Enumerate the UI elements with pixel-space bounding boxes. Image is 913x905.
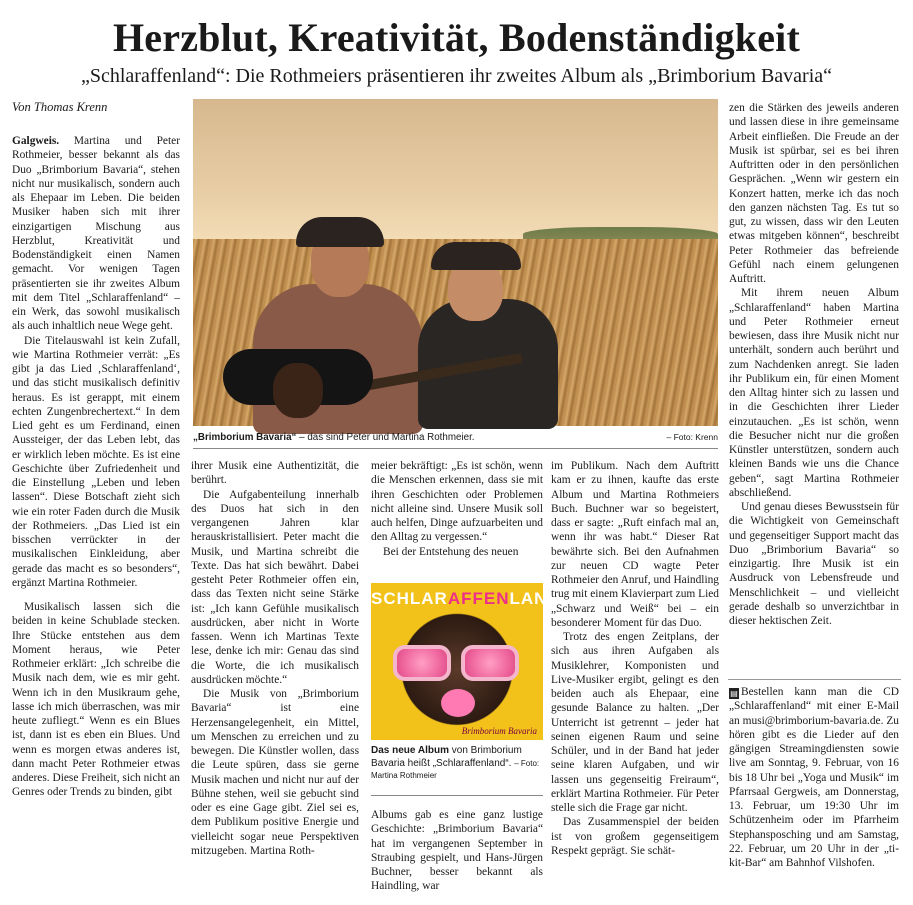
paragraph: im Publikum. Nach dem Auftritt kam er zu ihnen, kaufte das erste Album und Martina Rothmeiers Buch. Buchner war so begeistert, dass er sagte: „Ruft einfach mal an, wenn ihr was habt.“ Dieser Rat bewährte sich. Bei den Aufnahmen zur neuen CD wagte Peter Rothmeier den Anruf, und Haindling trug mit einem Klavierpart zum Lied „Schwarz und Weiß“ bei – ein besonderer Moment für das Duo. <box>551 460 719 629</box>
album-credit: – Foto: Martina Rothmeier <box>371 758 540 780</box>
paragraph: zen die Stärken des jeweils anderen und lassen diese in ihre gemeinsame Arbeit einfließen. Die Freude an der Musik ist spürbar, sei es bei ihren Auftritten oder in den persönlichen Gesprächen. „Wenn wir gestern ein Konzert hatten, merke ich das noch den ganzen nächsten Tag. Es tut so gut, zu wissen, dass wir den Leuten etwas mitgeben können“, beschreibt Peter Rothmeier das befreiende Gefühl nach einem gelungenen Auftritt. <box>729 102 899 285</box>
album-signature: Brimborium Bavaria <box>461 726 537 736</box>
album-caption: Das neue Album von Brimborium Bavaria heißt „Schlaraffenland“. – Foto: Martina Rothmeier <box>371 745 540 780</box>
paragraph: Trotz des engen Zeitplans, der sich aus ihren Aufgaben als Musiklehrer, Komponisten und Live-Musiker ergibt, gelingt es den beiden auch als Ehepaar, eine gesunde Balance zu halten. „Der Unterricht ist getrennt – jeder hat seinen eigenen Raum und seine Schüler, und in der Band hat jeder seine klaren Aufgaben, und wir lassen uns gegenseitig Freiraum“, erklärt Martina Rothmeier. Für Peter stelle sich die Frage gar nicht. <box>551 631 719 814</box>
paragraph: ihrer Musik eine Authentizität, die berührt. <box>191 460 359 487</box>
info-text: ▤ Bestellen kann man die CD „Schlaraffenland“ mit einer E-Mail an musi@brimborium-bavaria.de. Zu hören gibt es die Lieder auf den gängigen Streamingdiensten sowie live am Sonntag, 9. Februar, von 16 bis 18 Uhr bei „Yoga und Musik“ im Pfarrsaal Gergweis, am Donnerstag, 13. Februar, um 19:30 Uhr im Schützenheim oder im Pfarrheim Stephansposching und am Samstag, 22. Februar, um 20 Uhr in der „ti-kit-Bar“ am Bahnhof Vilshofen. <box>729 686 899 869</box>
dateline: Galgweis. <box>12 135 60 147</box>
article-column-5 <box>729 101 899 628</box>
paragraph: Bei der Entstehung des neuen <box>383 545 519 558</box>
document-icon: ▤ <box>730 689 738 698</box>
paragraph: Und genau dieses Bewusstsein für die Wichtigkeit von Gemeinschaft und gegenseitiger Support macht das Duo „Brimborium Bavaria“ so einzigartig. Ihre Musik ist ein Ausdruck von Lebensfreude und Menschlichkeit – und vielleicht gerade deshalb so unverzichtbar in dieser hektischen Zeit. <box>729 501 899 627</box>
divider <box>728 679 901 680</box>
headline: Herzblut, Kreativität, Bodenständigkeit <box>112 15 801 60</box>
photo-credit: – Foto: Krenn <box>666 432 718 442</box>
article-column-3 <box>371 459 543 559</box>
info-box <box>729 685 899 870</box>
paragraph: meier bekräftigt: „Es ist schön, wenn die Menschen erkennen, dass sie mit ihren Geschichten oder Problemen nicht alleine sind. Unsere Musik soll auch helfen, Dinge aufzuarbeiten und den Alltag zu vergessen.“ <box>371 460 543 544</box>
article-column-1 <box>12 134 180 800</box>
paragraph: Die Musik von „Brimborium Bavaria“ ist eine Herzensangelegenheit, ein Mittel, um Menschen zu erreichen und zu bewegen. Die Künstler wollen, dass die Leute spüren, dass sie gerne Musik machen und nicht nur auf der Bühne stehen, weil sie gebucht sind oder es eine Gage gibt. Ziel sei es, dem Publikum positive Energie und vielleicht sogar neue Perspektiven mitzugeben. Martina Roth- <box>191 688 359 857</box>
article-column-3-continued <box>371 808 543 894</box>
paragraph: Die Aufgabenteilung innerhalb des Duos hat sich in den vergangenen Jahren klar herauskristallisiert. Peter macht die Musik, und Martina schreibt die Texte. Das hat sich bewährt. Dabei gesteht Peter Rothmeier offen ein, dass das Texten nicht seine Stärke ist: „Ich kann Gefühle musikalisch ausdrücken, aber nicht in Worte fassen. Wenn ich Martinas Texte lese, denke ich mir: Genau das sind die Worte, die ich musikalisch ausdrücken möchte.“ <box>191 488 359 686</box>
subheadline: „Schlaraffenland“: Die Rothmeiers präsentieren ihr zweites Album als „Brimborium Bavaria“ <box>80 65 833 87</box>
byline: Von Thomas Krenn <box>12 100 108 114</box>
paragraph: Musikalisch lassen sich die beiden in keine Schublade stecken. Ihre Stücke entstehen aus dem Moment heraus, wie Peter Rothmeier erklärt: „Ich schreibe die Musik nach dem, wie es mir geht. Wenn ich in den Musikraum gehe, lasse ich mich überraschen, was mir heute zufliegt.“ Wenn es ein Blues ist, dann ist es eben ein Blues. Und wenn es morgen etwas anderes ist, dann macht Peter Rothmeier etwas anderes. Diese Freiheit, sich nicht an Genres oder Trends zu binden, gibt <box>12 601 180 799</box>
album-title: SCHLARAFFENLAND <box>371 589 561 608</box>
article-photo <box>193 99 718 426</box>
article-column-4 <box>551 459 719 858</box>
divider <box>193 448 718 449</box>
paragraph: Das Zusammenspiel der beiden ist von großem gegenseitigem Respekt geprägt. Sie schät- <box>551 816 719 857</box>
paragraph: Galgweis. Martina und Peter Rothmeier, besser bekannt als das Duo „Brimborium Bavaria“, stehen nicht nur musikalisch, sondern auch als Ehepaar im Leben. Die beiden Musiker haben sich mit ihrer einzigartigen Mischung aus Herzblut, Kreativität und Bodenständigkeit einen Namen gemacht. Vor wenigen Tagen präsentierten sie ihr zweites Album mit dem Titel „Schlaraffenland“ – ein Werk, das sowohl musikalisch als auch inhaltlich neue Wege geht. <box>12 135 180 333</box>
album-cover <box>371 583 561 740</box>
photo-caption: „Brimborium Bavaria“ – das sind Peter und Martina Rothmeier. – Foto: Krenn <box>193 432 718 443</box>
article-column-2 <box>191 459 359 858</box>
divider <box>371 795 543 796</box>
paragraph: Albums gab es eine ganz lustige Geschichte: „Brimborium Bavaria“ hat im vergangenen September in Straubing gespielt, und Hans-Jürgen Buchner, besser bekannt als Haindling, war <box>371 809 543 893</box>
paragraph: Die Titelauswahl ist kein Zufall, wie Martina Rothmeier verrät: „Es gibt ja das Lied ‚Schlaraffenland‘, und das sticht musikalisch definitiv heraus. Es ist gerappt, mit einem echten Zungenbrechertext.“ In dem Lied geht es um Ferdinand, einen Aussteiger, der das Leben lebt, das er wirklich leben möchte. Es ist eine Geschichte über Zufriedenheit und die Einstellung „Leben und leben lassen“. Diese Botschaft zieht sich wie ein roter Faden durch die Musik der Rothmeiers. „Das Lied ist ein bisschen verrückter in der musikalischen Einkleidung, aber gerade das macht es so besonders“, ergänzt Martina Rothmeier. <box>12 334 180 589</box>
paragraph: Mit ihrem neuen Album „Schlaraffenland“ haben Martina und Peter Rothmeier erneut bewiesen, dass ihre Musik nicht nur unterhält, sondern auch berührt und zum Nachdenken anregt. Sie laden ihr Publikum ein, für einen Moment den Alltag hinter sich zu lassen und in die Geschichten ihrer Lieder einzutauchen. „Es ist schön, wenn die Besucher nicht nur die großen Künstler unterstützen, sondern auch kleinen Bands wie uns die Chance geben“, sagt Martina Rothmeier abschließend. <box>729 287 899 499</box>
